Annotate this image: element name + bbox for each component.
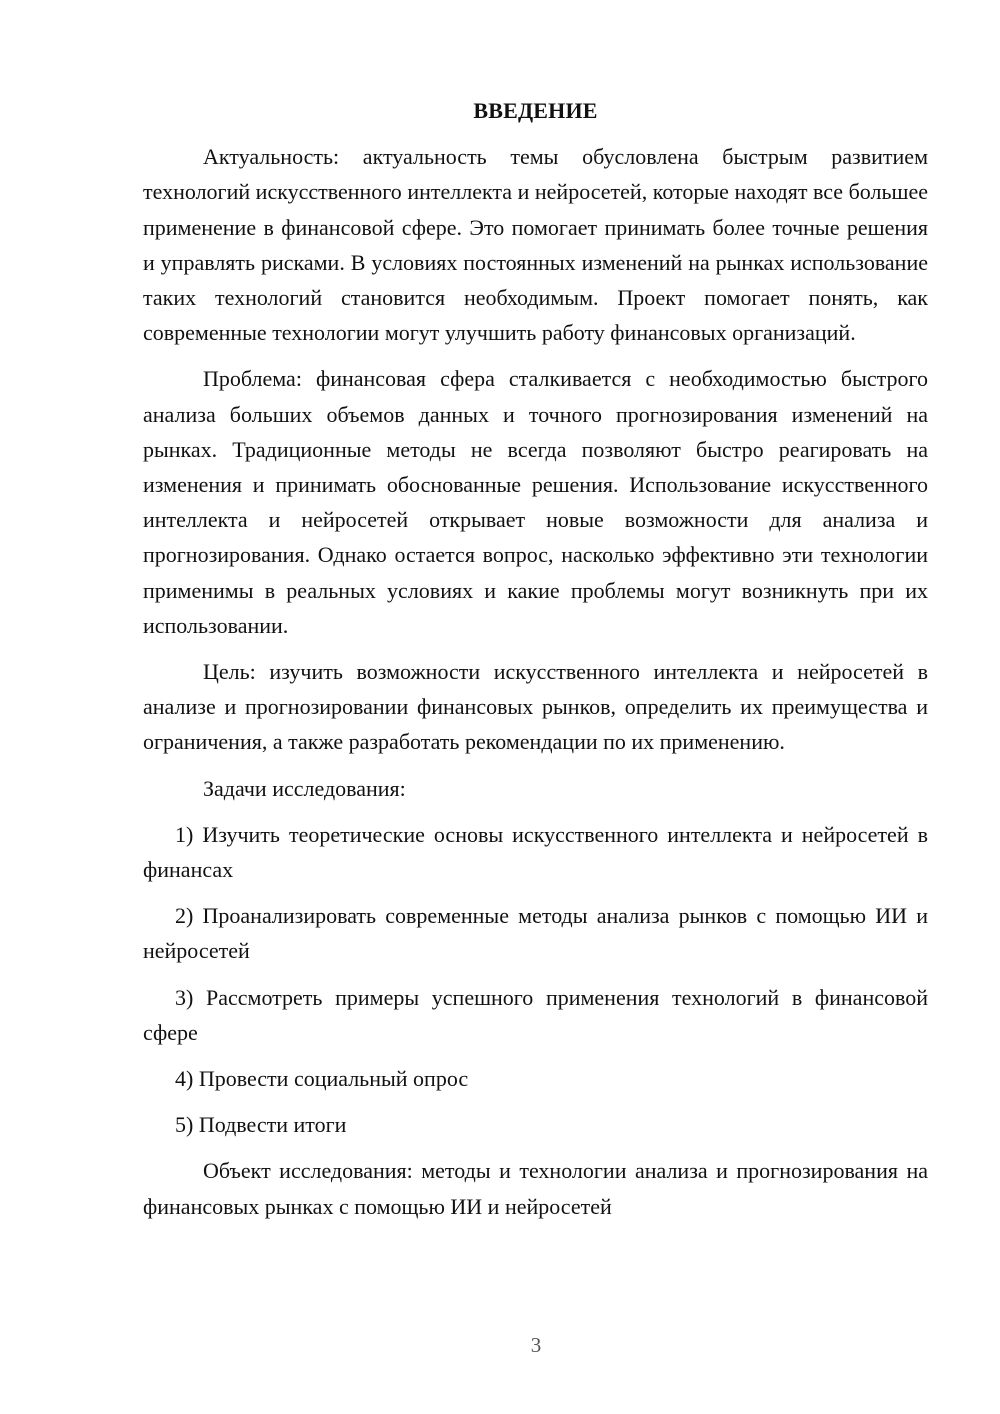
task-item-2: 2) Проанализировать современные методы анализа рынков с помощью ИИ и нейросетей [143, 903, 928, 964]
page-number: 3 [530, 1333, 542, 1357]
section-heading: ВВЕДЕНИЕ [473, 98, 598, 123]
task-item-1: 1) Изучить теоретические основы искусственного интеллекта и нейросетей в финансах [143, 821, 928, 883]
goal-paragraph: Цель: изучить возможности искусственного интеллекта и нейросетей в анализе и прогнозировании финансовых рынков, определить их преимущества и ограничения, а также разработать рекомендации по их применению. [143, 659, 928, 755]
relevance-paragraph: Актуальность: актуальность темы обусловлена быстрым развитием технологий искусственного интеллекта и нейросетей, которые находят все большее применение в финансовой сфере. Это помогает принимать более точные решения и управлять рисками. В условиях постоянных изменений на рынках использование таких технологий становится необходимым. Проект помогает понять, как современные технологии могут улучшить работу финансовых организаций. [143, 144, 928, 346]
object-paragraph: Объект исследования: методы и технологии анализа и прогнозирования на финансовых рынках с помощью ИИ и нейросетей [143, 1158, 928, 1219]
page-content [143, 93, 928, 1235]
tasks-heading: Задачи исследования: [203, 775, 406, 801]
task-item-3: 3) Рассмотреть примеры успешного применения технологий в финансовой сфере [143, 984, 928, 1045]
task-item-5: 5) Подвести итоги [175, 1112, 347, 1138]
problem-paragraph: Проблема: финансовая сфера сталкивается с необходимостью быстрого анализа больших объемов данных и точного прогнозирования изменений на рынках. Традиционные методы не всегда позволяют быстро реагировать на изменения и принимать обоснованные решения. Использование искусственного интеллекта и нейросетей открывает новые возможности для анализа и прогнозирования. Однако остается вопрос, насколько эффективно эти технологии применимы в реальных условиях и какие проблемы могут возникнуть при их использовании. [143, 366, 928, 638]
task-item-4: 4) Провести социальный опрос [175, 1066, 469, 1092]
